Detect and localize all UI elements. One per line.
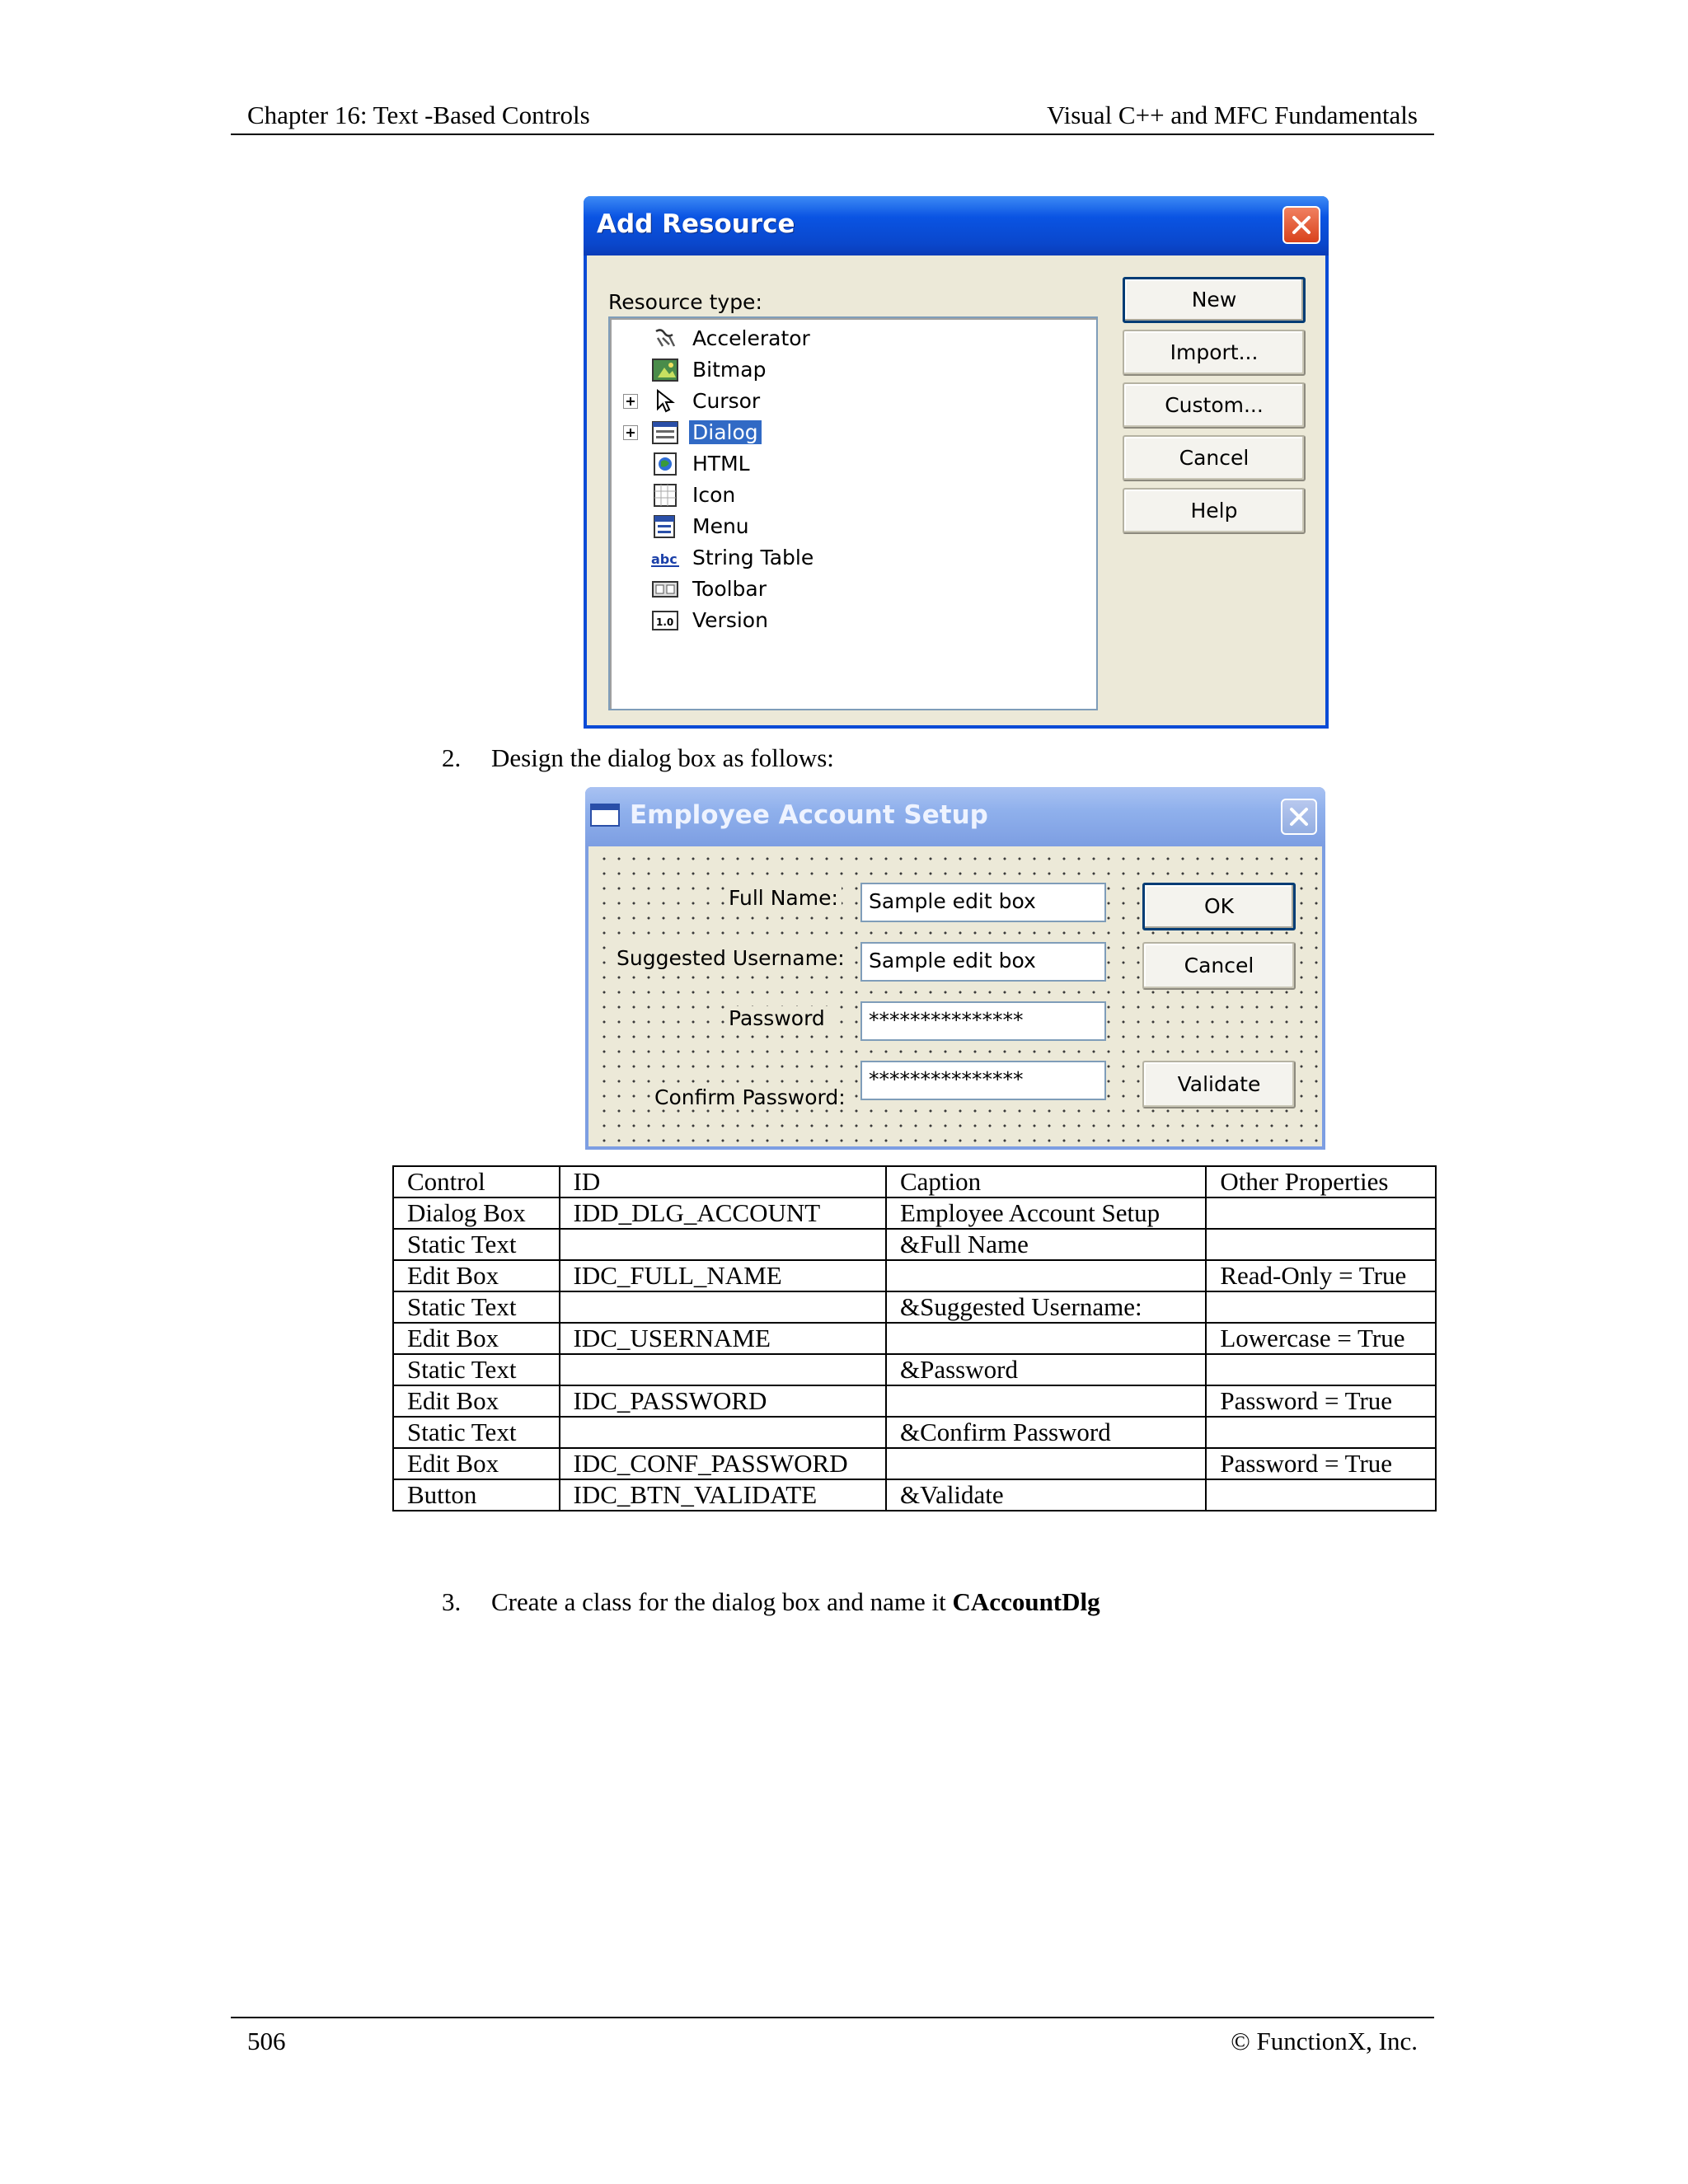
toolbar-icon (651, 577, 679, 602)
table-cell: Static Text (393, 1354, 560, 1385)
add-resource-dialog (584, 196, 1329, 729)
full-name-label: Full Name: (725, 886, 842, 910)
tree-item-label: Icon (692, 483, 736, 507)
close-button[interactable] (1281, 799, 1317, 835)
control-properties-table (392, 1165, 1437, 1511)
table-cell: Static Text (393, 1291, 560, 1323)
account-setup-titlebar[interactable] (585, 787, 1325, 846)
class-name: CAccountDlg (952, 1587, 1100, 1616)
cancel-button[interactable]: Cancel (1142, 942, 1296, 990)
page-number: 506 (247, 2027, 286, 2055)
table-cell: &Validate (886, 1479, 1206, 1511)
table-cell: Employee Account Setup (886, 1197, 1206, 1229)
tree-item-label: Version (692, 608, 768, 632)
window-icon (590, 804, 620, 827)
table-cell: Edit Box (393, 1323, 560, 1354)
table-row (393, 1417, 1436, 1448)
table-cell: IDC_FULL_NAME (560, 1260, 886, 1291)
tree-item-label: Accelerator (692, 326, 810, 350)
table-cell: Password = True (1206, 1448, 1436, 1479)
page-footer (231, 2017, 1434, 2060)
table-cell (886, 1260, 1206, 1291)
import-button[interactable]: Import... (1123, 330, 1306, 376)
table-cell: Read-Only = True (1206, 1260, 1436, 1291)
table-cell: Edit Box (393, 1260, 560, 1291)
expand-icon[interactable] (623, 394, 638, 409)
username-label: Suggested Username: (613, 946, 848, 970)
table-cell: IDD_DLG_ACCOUNT (560, 1197, 886, 1229)
svg-text:1.0: 1.0 (656, 616, 674, 628)
table-cell (886, 1385, 1206, 1417)
validate-button[interactable]: Validate (1142, 1061, 1296, 1108)
tree-item-accelerator[interactable] (610, 323, 1096, 354)
table-row (393, 1385, 1436, 1417)
tree-item-string-table[interactable] (610, 542, 1096, 574)
column-header: Control (393, 1166, 560, 1197)
close-icon (1292, 215, 1311, 235)
add-resource-titlebar[interactable] (584, 196, 1329, 255)
custom-button[interactable]: Custom... (1123, 382, 1306, 429)
page-header (231, 97, 1434, 135)
confirm-password-label: Confirm Password: (651, 1085, 849, 1109)
table-cell: &Confirm Password (886, 1417, 1206, 1448)
table-cell (560, 1291, 886, 1323)
table-row (393, 1291, 1436, 1323)
tree-item-label: Menu (692, 514, 749, 538)
account-setup-dialog (585, 787, 1325, 1150)
cancel-button[interactable]: Cancel (1123, 435, 1306, 481)
password-field[interactable]: *************** (860, 1001, 1106, 1041)
tree-item-html[interactable] (610, 448, 1096, 480)
table-cell (1206, 1354, 1436, 1385)
table-cell (1206, 1291, 1436, 1323)
full-name-field[interactable]: Sample edit box (860, 883, 1106, 922)
tree-item-label: Dialog (689, 420, 762, 444)
table-cell: Static Text (393, 1417, 560, 1448)
tree-item-label: Toolbar (692, 577, 767, 601)
column-header: ID (560, 1166, 886, 1197)
dialog-icon (651, 420, 679, 445)
table-header-row (393, 1166, 1436, 1197)
table-cell: IDC_USERNAME (560, 1323, 886, 1354)
tree-item-dialog[interactable] (610, 417, 1096, 448)
resource-type-tree[interactable] (608, 316, 1098, 710)
column-header: Other Properties (1206, 1166, 1436, 1197)
chapter-title: Chapter 16: Text -Based Controls (247, 101, 590, 129)
table-cell (560, 1417, 886, 1448)
table-cell: &Full Name (886, 1229, 1206, 1260)
table-cell: &Password (886, 1354, 1206, 1385)
tree-item-cursor[interactable] (610, 386, 1096, 417)
username-field[interactable]: Sample edit box (860, 942, 1106, 982)
table-row (393, 1479, 1436, 1511)
table-cell (1206, 1197, 1436, 1229)
column-header: Caption (886, 1166, 1206, 1197)
dialog-title: Employee Account Setup (630, 800, 988, 830)
table-cell: IDC_PASSWORD (560, 1385, 886, 1417)
password-label: Password (725, 1006, 828, 1030)
table-cell: Password = True (1206, 1385, 1436, 1417)
table-row (393, 1448, 1436, 1479)
tree-item-label: HTML (692, 452, 750, 476)
table-cell (560, 1354, 886, 1385)
table-cell: Static Text (393, 1229, 560, 1260)
table-cell: Button (393, 1479, 560, 1511)
html-icon (651, 452, 679, 476)
tree-item-bitmap[interactable] (610, 354, 1096, 386)
table-cell (1206, 1417, 1436, 1448)
version-icon (651, 608, 679, 633)
table-cell (1206, 1229, 1436, 1260)
icon-resource-icon (651, 483, 679, 508)
svg-text:abc: abc (651, 551, 678, 567)
tree-item-label: Cursor (692, 389, 761, 413)
table-cell: Edit Box (393, 1385, 560, 1417)
table-row (393, 1229, 1436, 1260)
table-row (393, 1354, 1436, 1385)
table-row (393, 1197, 1436, 1229)
tree-item-label: String Table (692, 546, 814, 569)
menu-icon (651, 514, 679, 539)
confirm-password-field[interactable]: *************** (860, 1061, 1106, 1100)
ok-button[interactable]: OK (1142, 883, 1296, 930)
table-cell: Lowercase = True (1206, 1323, 1436, 1354)
close-icon (1289, 807, 1309, 827)
table-cell (560, 1229, 886, 1260)
string-table-icon (651, 546, 679, 570)
table-row (393, 1260, 1436, 1291)
close-button[interactable] (1282, 206, 1320, 244)
book-title: Visual C++ and MFC Fundamentals (1047, 101, 1418, 129)
tree-item-version[interactable] (610, 605, 1096, 636)
table-cell (886, 1448, 1206, 1479)
table-row (393, 1323, 1436, 1354)
new-button[interactable]: New (1123, 277, 1306, 323)
resource-type-label: Resource type: (608, 290, 762, 314)
tree-item-label: Bitmap (692, 358, 767, 382)
tree-item-icon[interactable] (610, 480, 1096, 511)
bitmap-icon (651, 358, 679, 382)
copyright: © FunctionX, Inc. (1231, 2027, 1418, 2055)
tree-item-menu[interactable] (610, 511, 1096, 542)
table-cell: Dialog Box (393, 1197, 560, 1229)
table-cell (886, 1323, 1206, 1354)
table-cell (1206, 1479, 1436, 1511)
step-3-text: Create a class for the dialog box and name it (491, 1587, 953, 1616)
help-button[interactable]: Help (1123, 488, 1306, 534)
dialog-title: Add Resource (597, 209, 795, 239)
table-cell: IDC_CONF_PASSWORD (560, 1448, 886, 1479)
table-cell: Edit Box (393, 1448, 560, 1479)
cursor-icon (651, 389, 679, 414)
table-cell: IDC_BTN_VALIDATE (560, 1479, 886, 1511)
tree-item-toolbar[interactable] (610, 574, 1096, 605)
expand-icon[interactable] (623, 425, 638, 440)
accelerator-icon (651, 326, 679, 351)
table-cell: &Suggested Username: (886, 1291, 1206, 1323)
